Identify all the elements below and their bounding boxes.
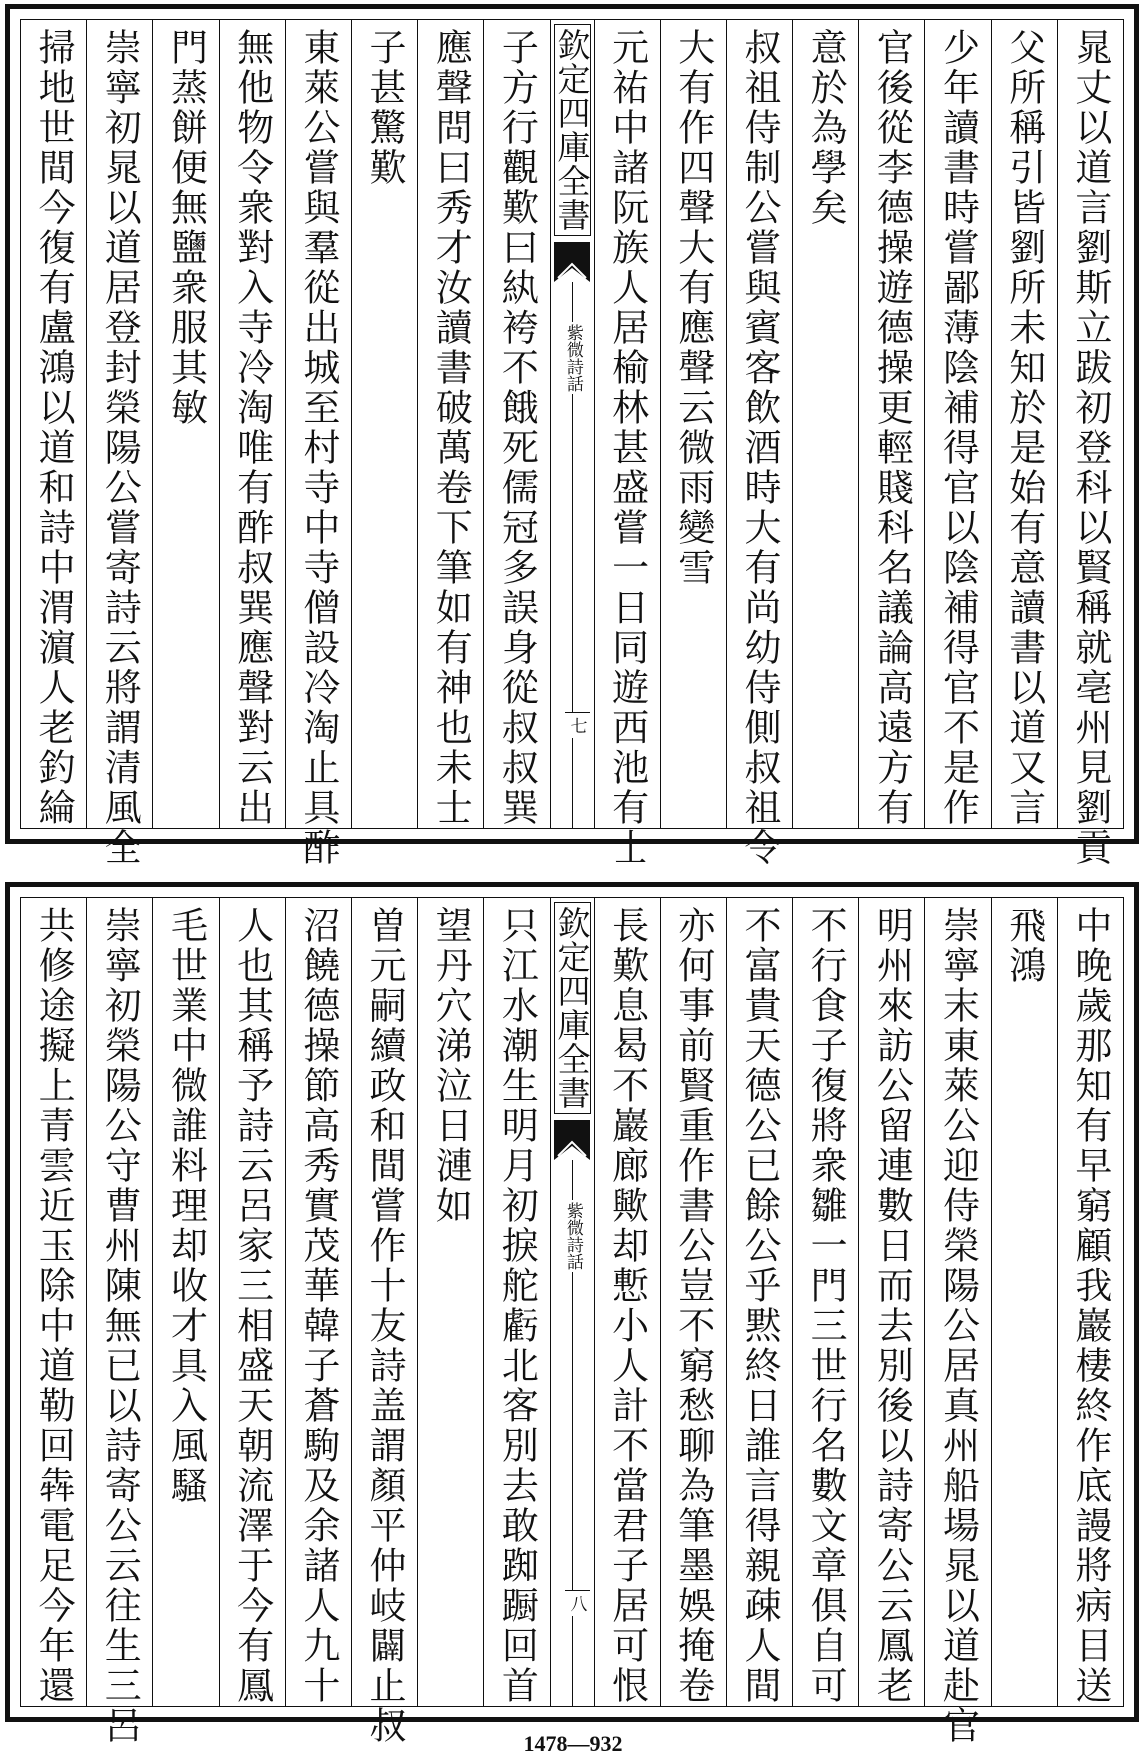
text-column (1057, 20, 1123, 868)
column-text: 掃地世間今復有盧鴻以道和詩中渭濵人老釣綸 (32, 28, 76, 828)
text-column (86, 20, 152, 868)
column-text: 父所稱引皆劉所未知於是始有意讀書以道又言 (1002, 28, 1046, 828)
column-text: 官後從李德操遊德操更輕賤科名議論高遠方有 (870, 28, 914, 828)
text-column (991, 20, 1057, 828)
column-text: 崇寧初晁以道居登封榮陽公嘗寄詩云將謂清風全 (98, 28, 142, 868)
column-text: 飛鴻 (1002, 906, 1046, 986)
text-column (792, 20, 858, 828)
text-column (660, 20, 726, 828)
folio-number: 八 (565, 1590, 590, 1616)
text-column (594, 898, 660, 1706)
text-column (351, 20, 417, 828)
text-column (726, 898, 792, 1706)
text-column (858, 20, 924, 828)
text-column (86, 898, 152, 1746)
text-column (417, 20, 483, 828)
column-text: 意於為學矣 (804, 28, 848, 228)
center-title: 欽定四庫全書 (554, 24, 591, 236)
text-column (285, 898, 351, 1706)
column-text: 亦何事前賢重作書公豈不窮愁聊為筆墨娛掩卷 (671, 906, 715, 1706)
center-fold (550, 898, 594, 1706)
text-column (21, 898, 86, 1706)
text-column (483, 898, 549, 1706)
page-top (5, 4, 1139, 868)
text-column (483, 20, 549, 828)
column-text: 只江水潮生明月初捩舵虧北客別去敢踟蹰回首 (495, 906, 539, 1706)
center-title: 欽定四庫全書 (554, 902, 591, 1114)
column-text: 明州來訪公留連數日而去別後以詩寄公云鳳老 (870, 906, 914, 1706)
center-fold (550, 20, 594, 828)
text-column (594, 20, 660, 868)
column-text: 子方行觀歎曰紈袴不餓死儒冠多誤身從叔叔巽 (495, 28, 539, 828)
center-book-title: 紫微詩話 (562, 1202, 583, 1270)
column-text: 不行食子復將衆雛一門三世行名數文章俱自可 (804, 906, 848, 1706)
text-column (152, 20, 218, 828)
center-line (562, 1160, 587, 1706)
column-text: 崇寧末東萊公迎侍榮陽公居真州船場晁以道赴官 (936, 906, 980, 1746)
text-column (726, 20, 792, 868)
fishtail-mark-icon (554, 242, 590, 282)
text-column (152, 898, 218, 1706)
column-text: 共修途擬上青雲近玉除中道勒回犇電足今年還 (32, 906, 76, 1706)
folio-number: 七 (565, 712, 590, 738)
column-text: 人也其稱予詩云呂家三相盛天朝流澤于今有鳳 (230, 906, 274, 1706)
column-text: 無他物令衆對入寺冷淘唯有酢叔巽應聲對云出 (230, 28, 274, 828)
text-column (792, 898, 858, 1706)
text-column (219, 898, 285, 1706)
text-column (991, 898, 1057, 1706)
column-text: 門蒸餅便無鹽衆服其敏 (164, 28, 208, 428)
column-text: 望丹穴涕泣日漣如 (429, 906, 473, 1226)
text-column (219, 20, 285, 828)
column-text: 長歎息曷不巖廊歟却慙小人計不當君子居可恨 (605, 906, 649, 1706)
column-text: 晁丈以道言劉斯立跋初登科以賢稱就亳州見劉貢 (1068, 28, 1112, 868)
column-text: 崇寧初榮陽公守曹州陳無已以詩寄公云往生三呂 (98, 906, 142, 1746)
column-text: 子甚驚歎 (363, 28, 407, 188)
column-text: 少年讀書時嘗鄙薄陰補得官以陰補得官不是作 (936, 28, 980, 828)
text-column (660, 898, 726, 1706)
column-text: 應聲問曰秀才汝讀書破萬卷下筆如有神也未士 (429, 28, 473, 828)
text-column (351, 898, 417, 1746)
page-frame (20, 19, 1124, 868)
page-footer-number: 1478—932 (523, 1731, 623, 1756)
text-column (285, 20, 351, 868)
column-text: 沼饒德操節高秀實茂華韓子蒼駒及余諸人九十 (296, 906, 340, 1706)
column-text: 曽元嗣續政和間嘗作十友詩盖謂顏平仲岐闢止叔 (363, 906, 407, 1746)
center-line (562, 282, 587, 828)
column-text: 元祐中諸阮族人居榆林甚盛嘗一日同遊西池有士 (605, 28, 649, 868)
text-column (924, 20, 990, 828)
text-column (1057, 898, 1123, 1706)
center-book-title: 紫微詩話 (562, 324, 583, 392)
column-text: 大有作四聲大有應聲云微雨變雪 (671, 28, 715, 588)
column-text: 毛世業中微誰料理却收才具入風騷 (164, 906, 208, 1506)
column-text: 叔祖侍制公嘗與賓客飲酒時大有尚幼侍側叔祖令 (737, 28, 781, 868)
column-text: 東萊公嘗與羣從出城至村寺中寺僧設冷淘止具酢 (296, 28, 340, 868)
column-text: 中晚歲那知有早窮顧我巖棲終作底謾將病目送 (1068, 906, 1112, 1706)
text-column (21, 20, 86, 828)
text-column (417, 898, 483, 1706)
text-column (924, 898, 990, 1746)
column-text: 不富貴天德公已餘公乎黙終日誰言得親疎人間 (737, 906, 781, 1706)
text-column (858, 898, 924, 1706)
fishtail-mark-icon (554, 1120, 590, 1160)
